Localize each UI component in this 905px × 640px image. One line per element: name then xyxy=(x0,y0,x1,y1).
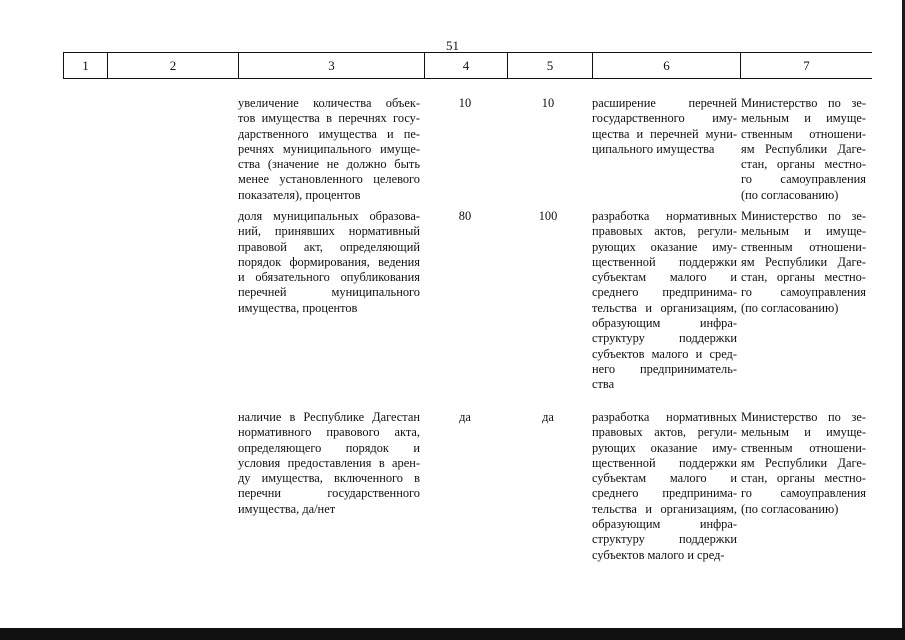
responsible-cell xyxy=(741,96,866,203)
target-value-cell: 10 xyxy=(541,96,555,110)
indicator-cell xyxy=(238,96,420,203)
text-line: (по согласованию) xyxy=(741,187,839,202)
text-line: субъектов малого и сред- xyxy=(592,346,737,361)
text-line: разработка нормативных xyxy=(592,410,737,424)
text-line: Министерство по зе- xyxy=(741,410,866,424)
column-header-row xyxy=(64,53,873,79)
text-line: показателя), процентов xyxy=(238,187,361,202)
column-header-2: 2 xyxy=(108,53,239,79)
text-line: условия предоставления в арен- xyxy=(238,455,420,470)
base-value-cell: 10 xyxy=(458,96,472,110)
text-line: рующих оказание иму- xyxy=(592,239,737,254)
text-line: стан, органы местно- xyxy=(741,471,866,486)
column-header-5: 5 xyxy=(508,53,593,79)
column-header-4: 4 xyxy=(425,53,508,79)
text-line: разработка нормативных xyxy=(592,209,737,223)
text-line: ний, принявших нормативный xyxy=(238,224,420,239)
target-value-cell: да xyxy=(542,410,554,424)
text-line: субъектам малого и xyxy=(592,270,737,285)
column-header-7: 7 xyxy=(741,53,873,79)
text-line: щественной поддержки xyxy=(592,455,737,470)
text-line: тельства и организациям, xyxy=(592,501,737,516)
text-line: структуру поддержки xyxy=(592,331,737,346)
text-line: субъектов малого и сред- xyxy=(592,547,725,562)
text-line: го самоуправления xyxy=(741,486,866,501)
text-line: имущества, процентов xyxy=(238,300,358,315)
page-number: 51 xyxy=(446,38,459,53)
column-header-table xyxy=(63,52,872,79)
text-line: стан, органы местно- xyxy=(741,157,866,172)
text-line: (по согласованию) xyxy=(741,300,839,315)
text-line: перечней муниципального xyxy=(238,285,420,300)
text-line: и обязательного опубликования xyxy=(238,270,420,285)
text-line: ципального имущества xyxy=(592,141,715,156)
text-line: Министерство по зе- xyxy=(741,96,866,110)
text-line: ям Республики Даге- xyxy=(741,141,866,156)
text-line: правовых актов, регули- xyxy=(592,224,737,239)
measure-cell xyxy=(592,410,737,563)
text-line: стан, органы местно- xyxy=(741,270,866,285)
column-header-3: 3 xyxy=(239,53,425,79)
text-line: ства xyxy=(592,377,615,392)
text-line: ства (значение не должно быть xyxy=(238,157,420,172)
measure-cell xyxy=(592,209,737,393)
text-line: Министерство по зе- xyxy=(741,209,866,223)
text-line: мельным и имуще- xyxy=(741,224,866,239)
text-line: порядок формирования, ведения xyxy=(238,254,420,269)
text-line: наличие в Республике Дагестан xyxy=(238,410,420,424)
text-line: нормативного правового акта, xyxy=(238,425,420,440)
text-line: ственным отношени- xyxy=(741,239,866,254)
text-line: тов имущества в перечнях госу- xyxy=(238,111,420,126)
text-line: ду имущества, включенного в xyxy=(238,471,420,486)
page-edge-bottom xyxy=(0,628,905,640)
text-line: субъектам малого и xyxy=(592,471,737,486)
text-line: речнях муниципального имуще- xyxy=(238,141,420,156)
text-line: ственным отношени- xyxy=(741,440,866,455)
column-header-1: 1 xyxy=(64,53,108,79)
text-line: доля муниципальных образова- xyxy=(238,209,420,223)
target-value-cell: 100 xyxy=(538,209,558,223)
text-line: структуру поддержки xyxy=(592,532,737,547)
base-value-cell: 80 xyxy=(458,209,472,223)
text-line: среднего предпринима- xyxy=(592,486,737,501)
text-line: ям Республики Даге- xyxy=(741,254,866,269)
text-line: увеличение количества объек- xyxy=(238,96,420,110)
text-line: ям Республики Даге- xyxy=(741,455,866,470)
column-header-6: 6 xyxy=(593,53,741,79)
responsible-cell xyxy=(741,410,866,517)
base-value-cell: да xyxy=(459,410,471,424)
text-line: мельным и имуще- xyxy=(741,425,866,440)
text-line: него предприниматель- xyxy=(592,361,737,376)
text-line: щественной поддержки xyxy=(592,254,737,269)
text-line: определяющего порядок и xyxy=(238,440,420,455)
text-line: дарственного имущества и пе- xyxy=(238,126,420,141)
text-line: перечни государственного xyxy=(238,486,420,501)
indicator-cell xyxy=(238,209,420,316)
text-line: правовых актов, регули- xyxy=(592,425,737,440)
text-line: ственным отношени- xyxy=(741,126,866,141)
text-line: имущества, да/нет xyxy=(238,501,336,516)
text-line: расширение перечней xyxy=(592,96,737,110)
text-line: тельства и организациям, xyxy=(592,300,737,315)
responsible-cell xyxy=(741,209,866,316)
text-line: образующим инфра- xyxy=(592,517,737,532)
text-line: среднего предпринима- xyxy=(592,285,737,300)
text-line: щества и перечней муни- xyxy=(592,126,737,141)
text-line: образующим инфра- xyxy=(592,316,737,331)
text-line: правовой акт, определяющий xyxy=(238,239,420,254)
text-line: (по согласованию) xyxy=(741,501,839,516)
text-line: государственного иму- xyxy=(592,111,737,126)
text-line: го самоуправления xyxy=(741,172,866,187)
measure-cell xyxy=(592,96,737,157)
text-line: мельным и имуще- xyxy=(741,111,866,126)
indicator-cell xyxy=(238,410,420,517)
text-line: рующих оказание иму- xyxy=(592,440,737,455)
text-line: менее установленного целевого xyxy=(238,172,420,187)
text-line: го самоуправления xyxy=(741,285,866,300)
